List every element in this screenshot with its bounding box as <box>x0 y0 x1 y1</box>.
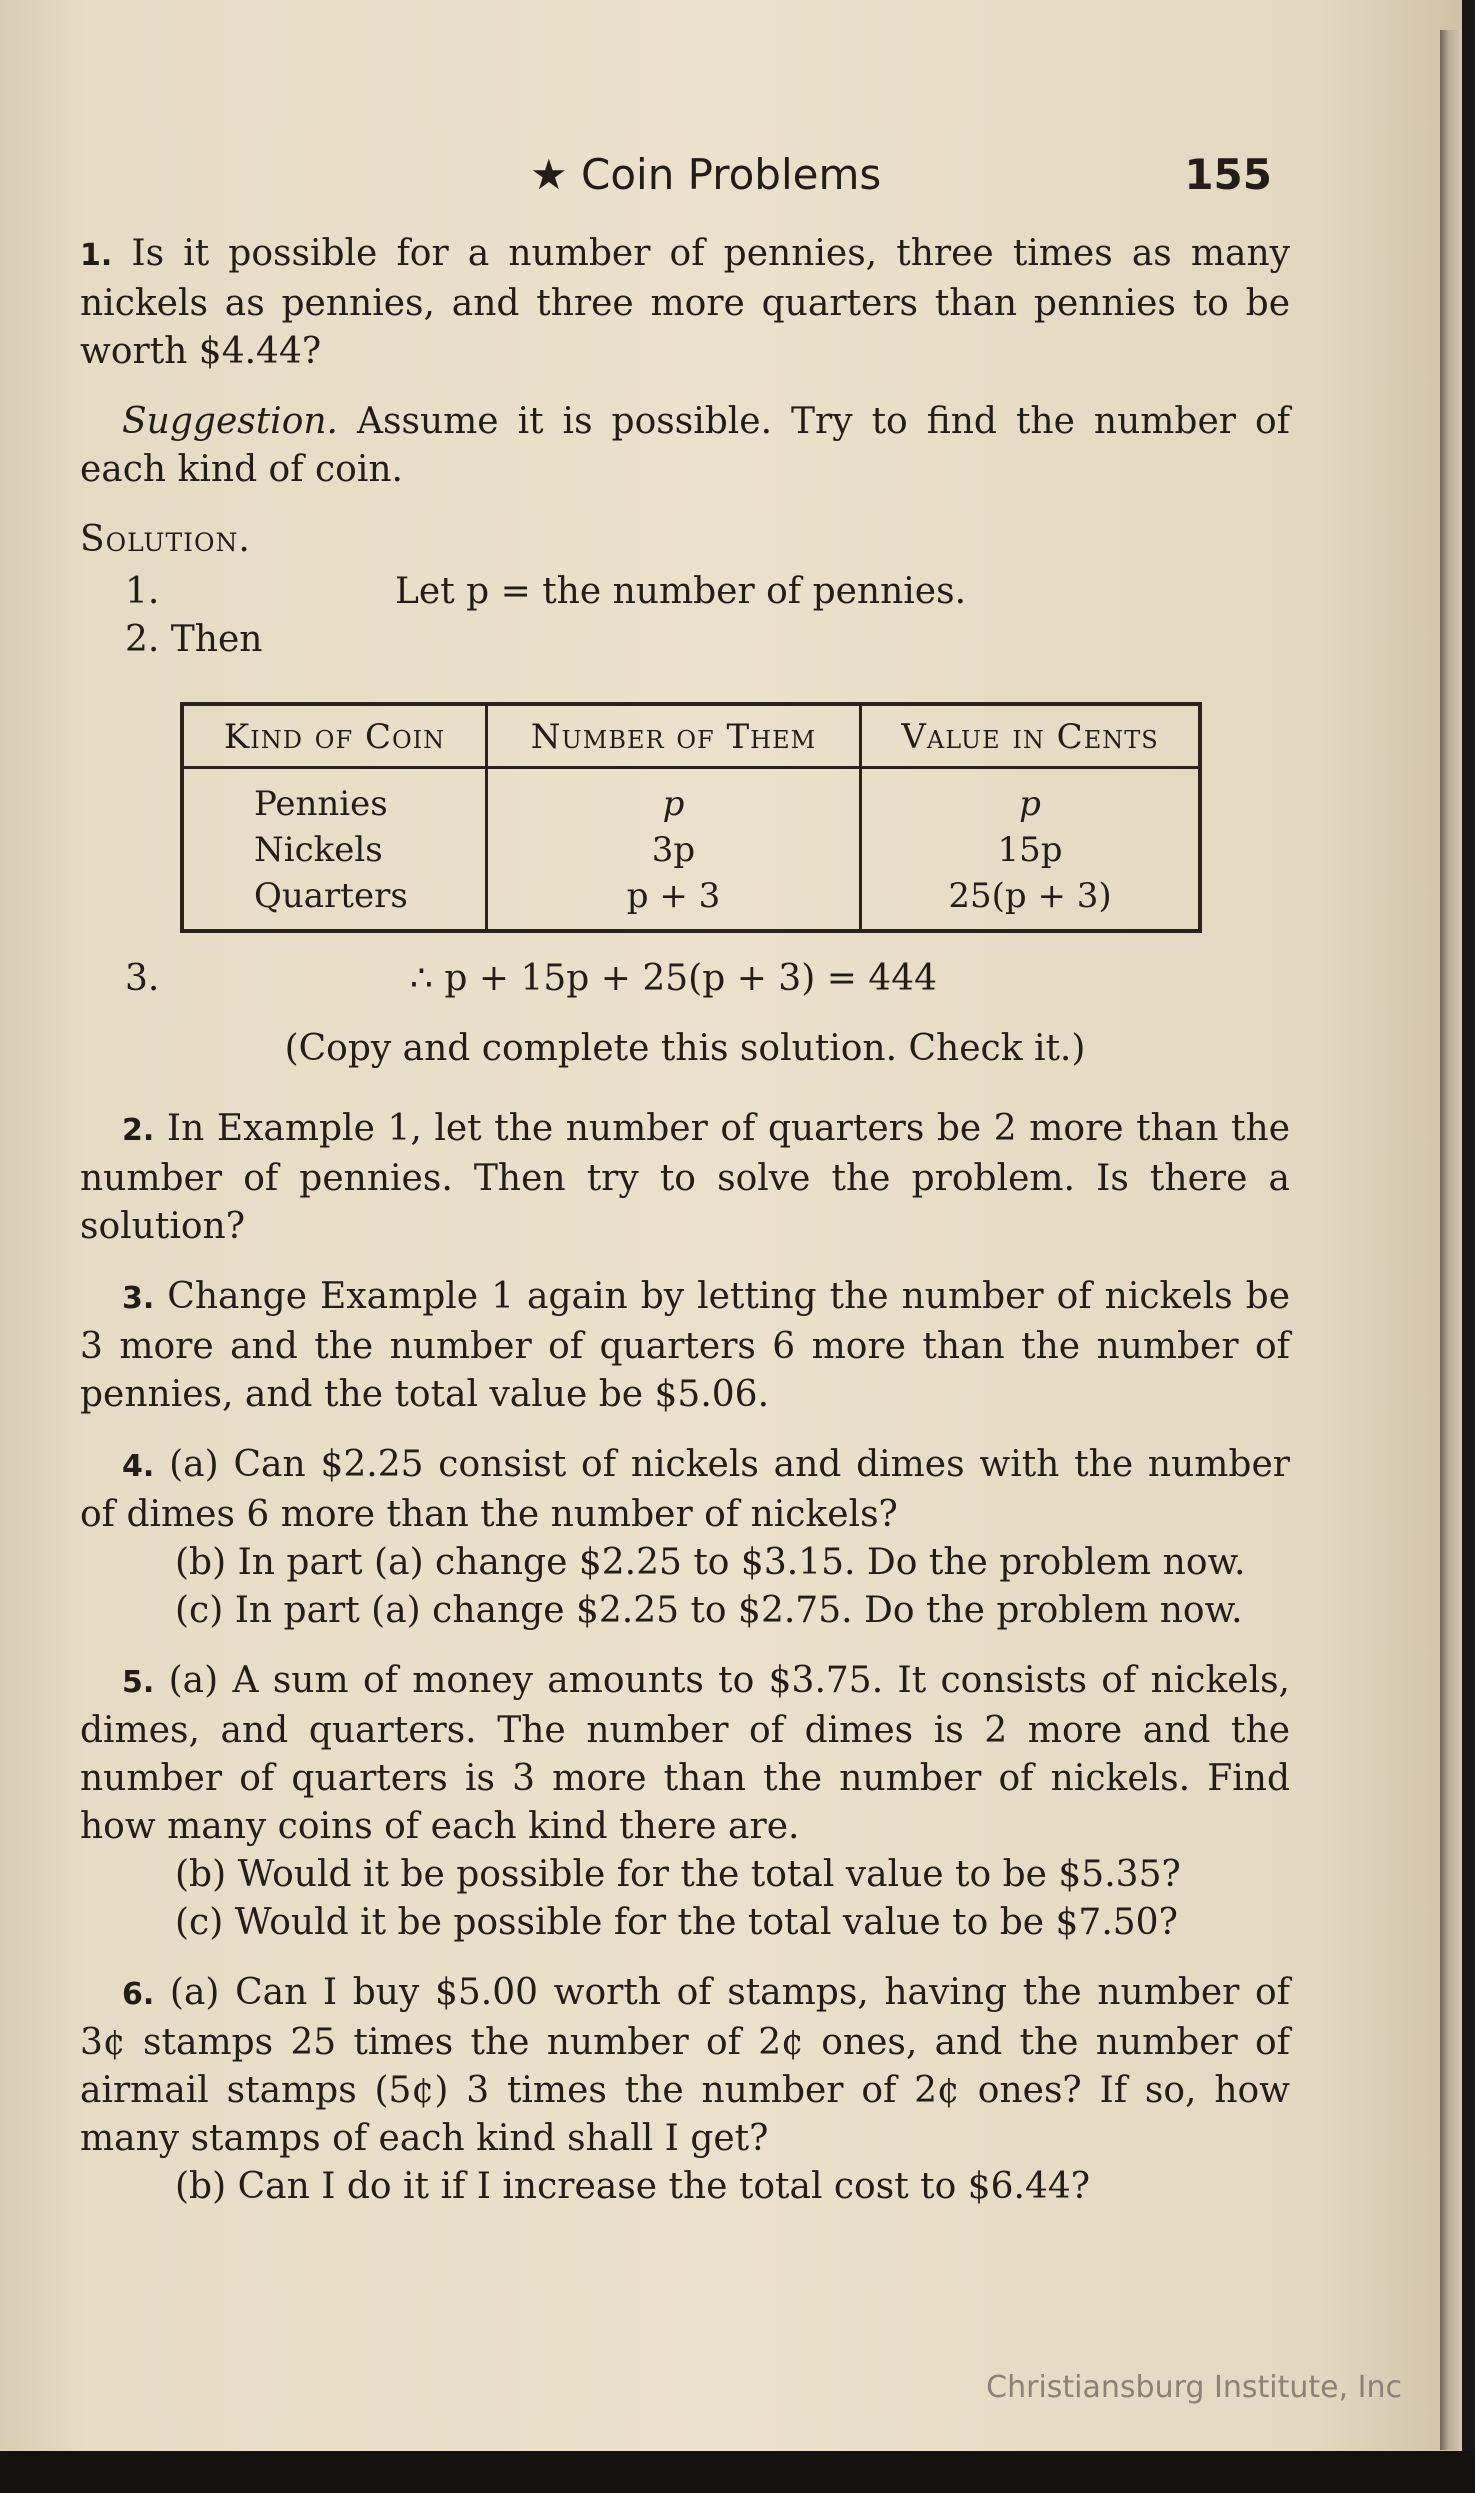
problem-number: 1. <box>80 238 113 273</box>
bottom-shadow <box>0 2451 1475 2493</box>
cell-kind: Pennies <box>254 784 388 824</box>
step-label: 3. <box>125 958 160 999</box>
problem-2 <box>80 1105 1290 1251</box>
problem-number: 6. <box>122 1977 155 2012</box>
suggestion-label: Suggestion. <box>122 401 338 442</box>
problem-text: Change Example 1 again by letting the number of nickels be 3 more and the number of quarters 6 more than the number of pennies, and the total value be $5.06. <box>80 1276 1290 1415</box>
page-content <box>80 230 1290 2233</box>
step-label: 1. <box>125 571 160 612</box>
problem-3 <box>80 1273 1290 1419</box>
problem-5 <box>80 1657 1290 1947</box>
step-label: 2. Then <box>125 619 263 660</box>
page-edge <box>1440 30 1462 2450</box>
coin-table <box>180 702 1202 933</box>
step-text: Let p = the number of pennies. <box>395 571 967 612</box>
column-header: Number of Them <box>487 704 861 768</box>
problem-6 <box>80 1969 1290 2211</box>
cell-kind: Quarters <box>254 876 408 916</box>
cell-value: 15p <box>861 827 1201 873</box>
problem-text: Is it possible for a number of pennies, three times as many nickels as pennies, and three more quarters than pennies to be worth $4.44? <box>80 233 1290 372</box>
problem-number: 3. <box>122 1281 155 1316</box>
cell-number: 3p <box>487 827 861 873</box>
part-a <box>80 1441 1290 1539</box>
watermark: Christiansburg Institute, Inc <box>986 2370 1402 2405</box>
part-c: (c) In part (a) change $2.25 to $2.75. Do the problem now. <box>175 1590 1243 1631</box>
cell-kind: Nickels <box>254 830 383 870</box>
page-number: 155 <box>1184 150 1272 199</box>
cell-number: p + 3 <box>487 873 861 931</box>
equation: ∴ p + 15p + 25(p + 3) = 444 <box>410 958 938 999</box>
part-a <box>80 1969 1290 2163</box>
suggestion <box>80 398 1290 494</box>
chapter-title: ★ Coin Problems <box>530 150 882 199</box>
problem-1 <box>80 230 1290 376</box>
suggestion-text: Assume it is possible. Try to find the number of each kind of coin. <box>80 401 1290 490</box>
problem-number: 5. <box>122 1665 155 1700</box>
part-b: (b) Would it be possible for the total value to be $5.35? <box>175 1854 1181 1895</box>
cell-number: p <box>487 768 861 828</box>
part-text: (a) Can I buy $5.00 worth of stamps, having the number of 3¢ stamps 25 times the number of 2¢ ones, and the number of airmail stamps (5¢) 3 times the number of 2¢ ones? If so, how many stamps of each kind shall I get? <box>80 1972 1291 2159</box>
solution-step-3 <box>80 955 1290 1011</box>
solution-label: Solution. <box>80 519 251 560</box>
cell-value: p <box>861 768 1201 828</box>
part-b: (b) In part (a) change $2.25 to $3.15. Do the problem now. <box>175 1542 1246 1583</box>
part-a <box>80 1657 1290 1851</box>
column-header: Kind of Coin <box>182 704 487 768</box>
cell-value: 25(p + 3) <box>861 873 1201 931</box>
table-row <box>182 827 1200 873</box>
table-row <box>182 768 1200 828</box>
solution-step-1 <box>80 568 1290 616</box>
problem-number: 2. <box>122 1113 155 1148</box>
table-row <box>182 873 1200 931</box>
instruction-note: (Copy and complete this solution. Check it.) <box>284 1028 1086 1069</box>
part-c: (c) Would it be possible for the total value to be $7.50? <box>175 1902 1178 1943</box>
solution-step-2 <box>80 616 1290 664</box>
problem-text: In Example 1, let the number of quarters be 2 more than the number of pennies. Then try to solve the problem. Is there a solution? <box>80 1108 1290 1247</box>
part-b: (b) Can I do it if I increase the total cost to $6.44? <box>175 2166 1091 2207</box>
problem-number: 4. <box>122 1449 155 1484</box>
part-text: (a) A sum of money amounts to $3.75. It consists of nickels, dimes, and quarters. The number of dimes is 2 more and the number of quarters is 3 more than the number of nickels. Find how many coins of each kind there are. <box>80 1660 1290 1847</box>
part-text: (a) Can $2.25 consist of nickels and dimes with the number of dimes 6 more than the number of nickels? <box>80 1444 1290 1535</box>
problem-4 <box>80 1441 1290 1635</box>
column-header: Value in Cents <box>861 704 1201 768</box>
